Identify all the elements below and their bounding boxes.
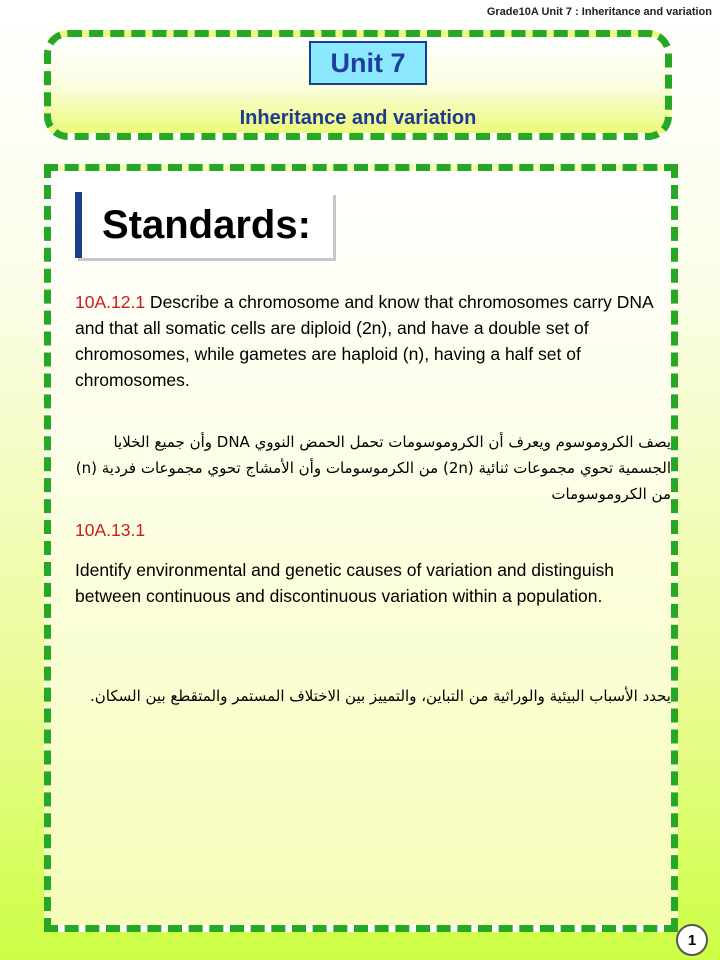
unit-subtitle: Inheritance and variation xyxy=(239,107,477,129)
unit-title: Unit 7 xyxy=(309,41,427,85)
title-banner xyxy=(44,30,672,140)
standard-1-english xyxy=(75,289,665,393)
page-number: 1 xyxy=(676,924,708,956)
standard-1-arabic: يصف الكروموسوم ويعرف أن الكروموسومات تحمل الحمض النووي DNA وأن جميع الخلايا الجسمية تحوي مجموعات ثنائية (2n) من الكرموسومات وأن الأمشاج تحوي مجموعات فردية (n) من الكروموسومات xyxy=(75,433,671,503)
standard-2-text: Identify environmental and genetic causes of variation and distinguish between continuous and discontinuous variation within a population. xyxy=(75,560,614,606)
standards-heading: Standards: xyxy=(75,192,333,258)
standard-2-code: 10A.13.1 xyxy=(75,520,146,540)
header-note: Grade10A Unit 7 : Inheritance and variation xyxy=(486,6,712,18)
standard-1-text: Describe a chromosome and know that chromosomes carry DNA and that all somatic cells are diploid (2n), and have a double set of chromosomes, while gametes are haploid (n), having a half set of chromosomes. xyxy=(75,292,653,390)
standard-1-code: 10A.12.1 xyxy=(75,292,146,312)
standard-2-arabic: يحدد الأسباب البيئية والوراثية من التباين، والتمييز بين الاختلاف المستمر والمتقطع بين السكان. xyxy=(89,687,671,705)
standards-panel xyxy=(44,164,678,932)
